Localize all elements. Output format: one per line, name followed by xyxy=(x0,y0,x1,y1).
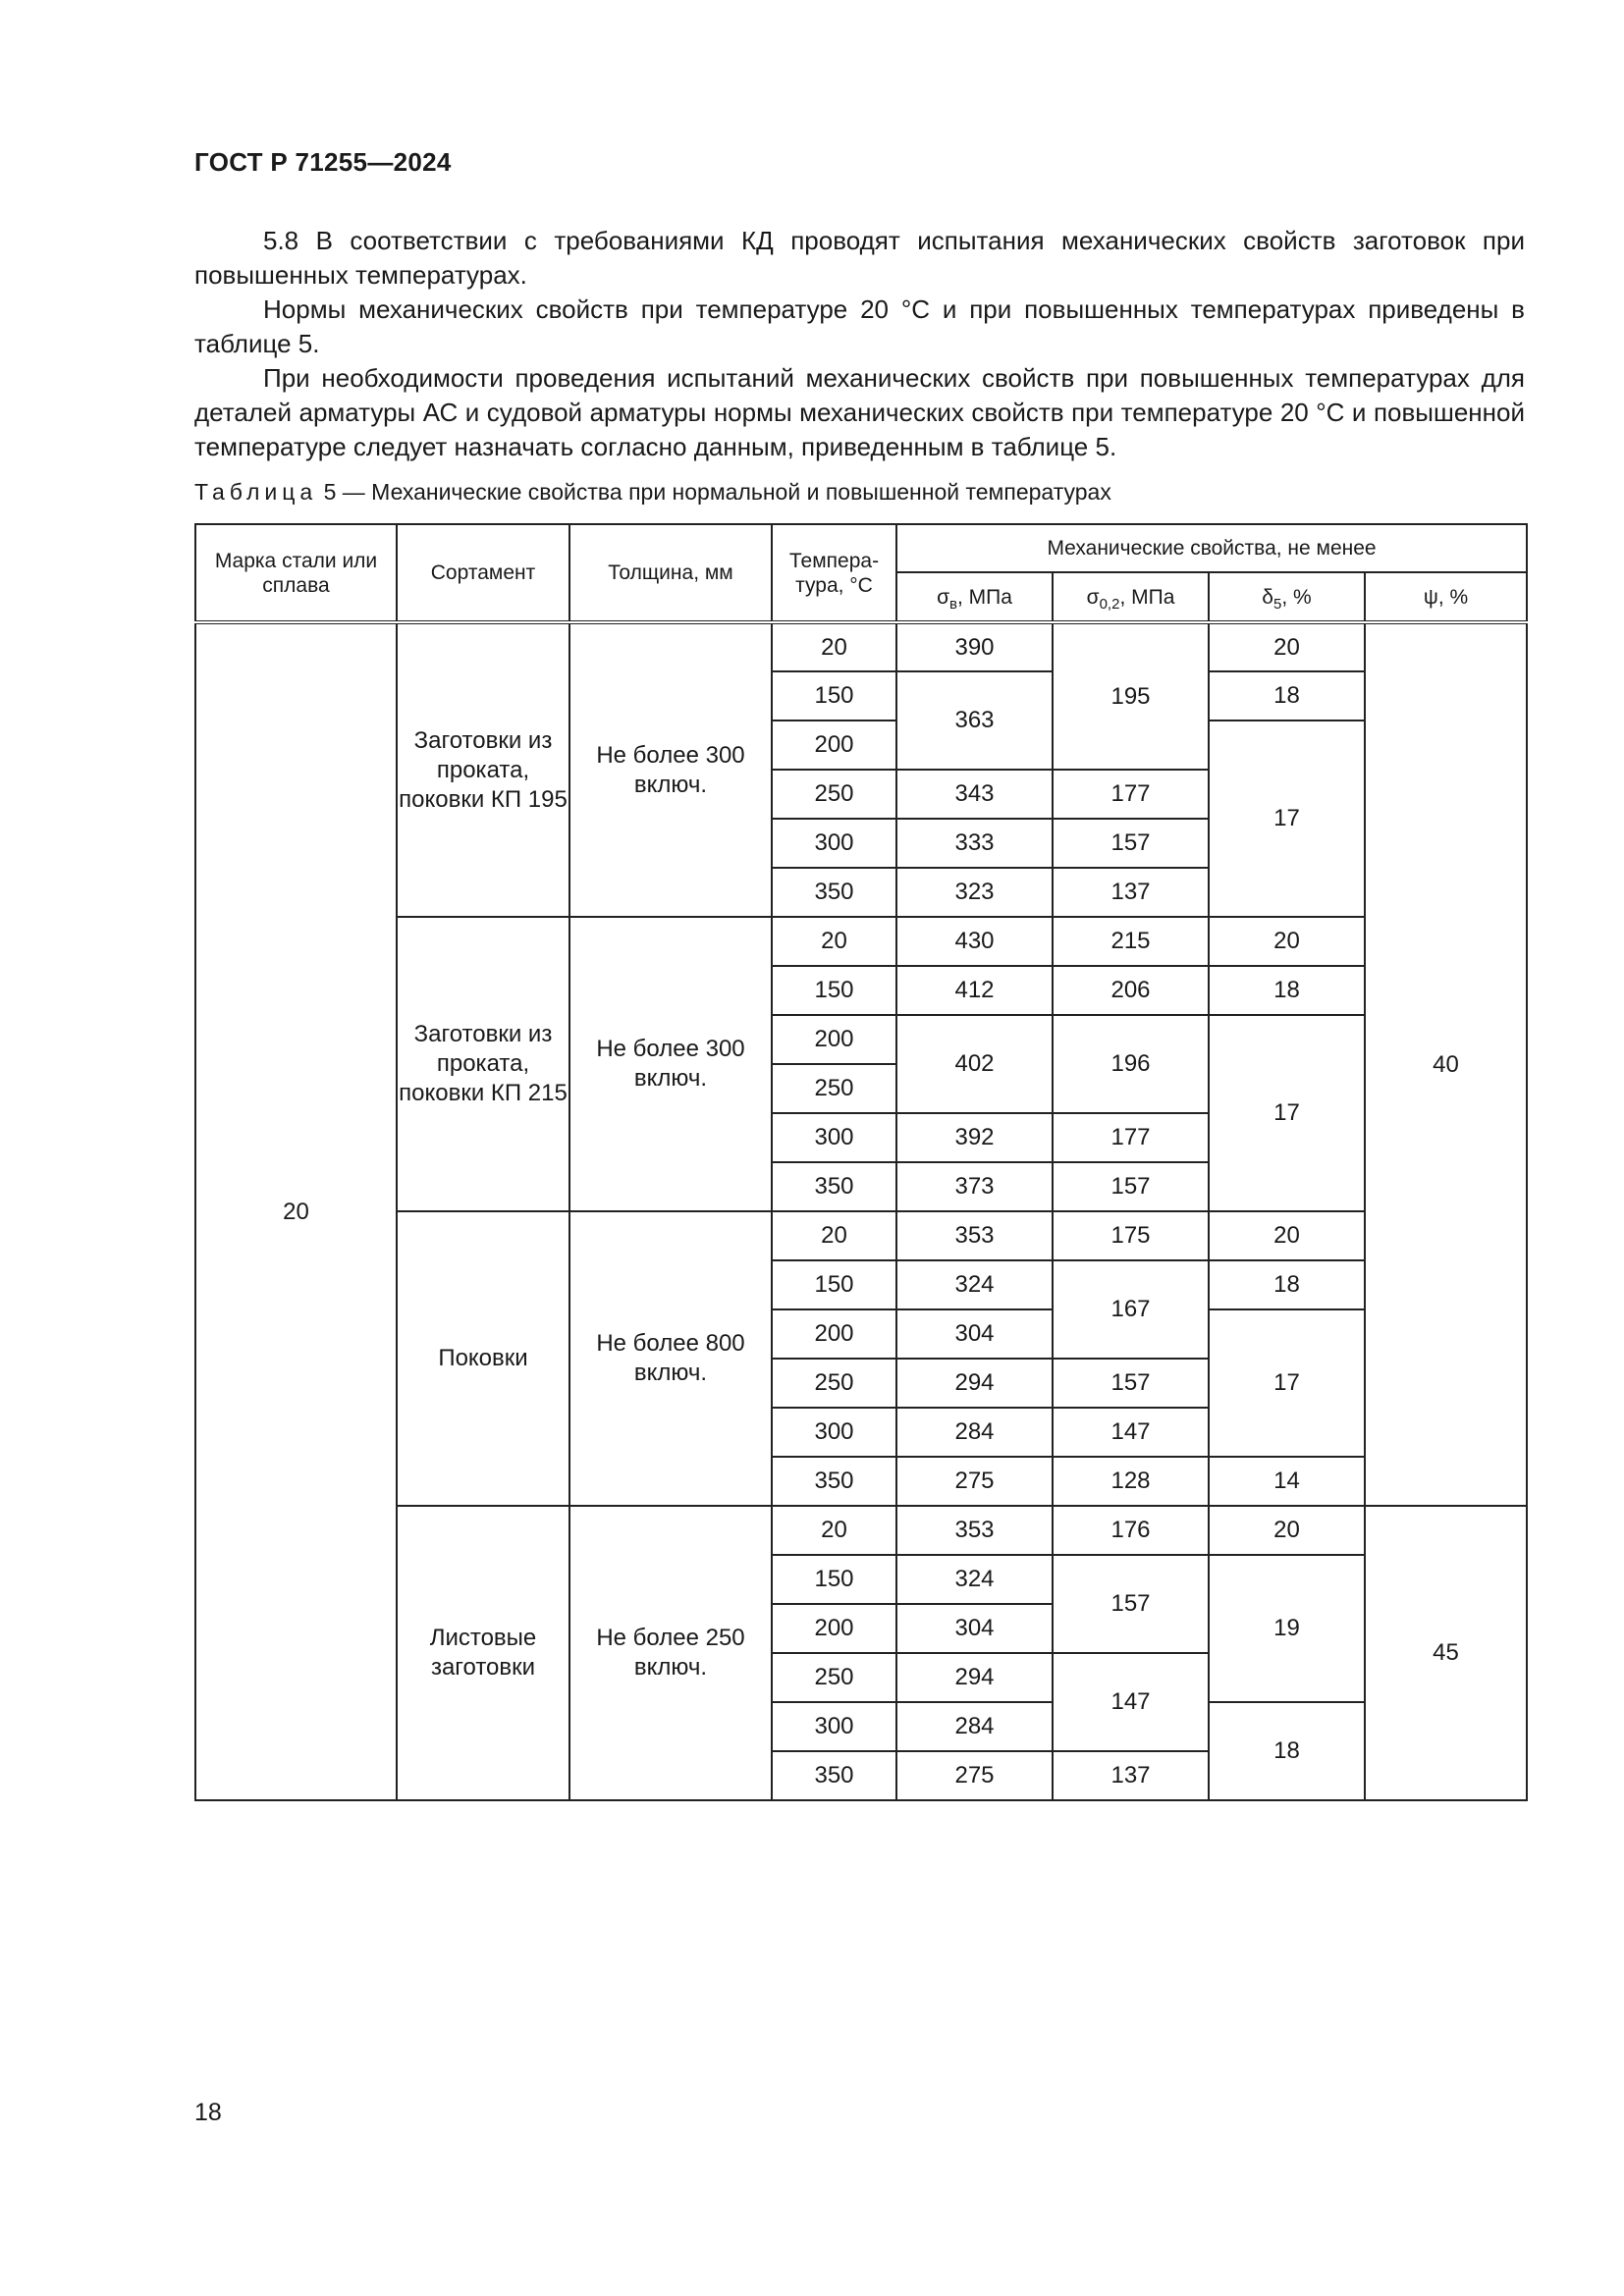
cell-temp: 350 xyxy=(772,1457,896,1506)
cell-sigma-02: 175 xyxy=(1053,1211,1209,1260)
header-temperature: Темпера-тура, °С xyxy=(772,524,896,622)
cell-temp: 300 xyxy=(772,1113,896,1162)
cell-delta5: 18 xyxy=(1209,966,1365,1015)
cell-sigma-b: 323 xyxy=(896,868,1053,917)
cell-sigma-b: 430 xyxy=(896,917,1053,966)
cell-sigma-02: 196 xyxy=(1053,1015,1209,1113)
cell-delta5: 18 xyxy=(1209,1260,1365,1309)
cell-temp: 250 xyxy=(772,770,896,819)
header-delta5-sub: 5 xyxy=(1273,595,1282,613)
cell-sigma-b: 373 xyxy=(896,1162,1053,1211)
cell-sigma-b: 390 xyxy=(896,622,1053,671)
cell-sigma-02: 177 xyxy=(1053,770,1209,819)
cell-sigma-b: 412 xyxy=(896,966,1053,1015)
paragraph-necessity: При необходимости проведения испытаний механических свойств при повышенных температурах для деталей арматуры АС и судовой арматуры нормы механических свойств при температуре 20 °С и повышенной температуре следует назначать согласно данным, приведенным в таблице 5. xyxy=(194,363,1525,461)
header-sigma-02-sub: 0,2 xyxy=(1099,595,1120,613)
cell-thickness: Не более 800 включ. xyxy=(569,1211,772,1506)
cell-sigma-02: 137 xyxy=(1053,868,1209,917)
cell-delta5: 18 xyxy=(1209,1702,1365,1800)
header-sigma-b xyxy=(896,572,1053,622)
cell-sigma-02: 157 xyxy=(1053,1162,1209,1211)
cell-temp: 300 xyxy=(772,1702,896,1751)
table-caption-label: Таблица xyxy=(194,479,318,505)
cell-assortment: Заготовки из проката, поковки КП 215 xyxy=(397,917,569,1211)
cell-temp: 350 xyxy=(772,868,896,917)
cell-temp: 300 xyxy=(772,819,896,868)
cell-delta5: 19 xyxy=(1209,1555,1365,1702)
header-sigma-02-unit: , МПа xyxy=(1119,585,1175,609)
cell-sigma-02: 176 xyxy=(1053,1506,1209,1555)
cell-psi: 40 xyxy=(1365,622,1527,1506)
cell-temp: 200 xyxy=(772,721,896,770)
paragraph-5-8: 5.8 В соответствии с требованиями КД проводят испытания механических свойств заготовок при повышенных температурах. xyxy=(194,226,1525,290)
cell-sigma-b: 284 xyxy=(896,1702,1053,1751)
cell-temp: 250 xyxy=(772,1653,896,1702)
cell-sigma-02: 137 xyxy=(1053,1751,1209,1800)
cell-sigma-b: 402 xyxy=(896,1015,1053,1113)
header-sigma-b-unit: , МПа xyxy=(957,585,1012,609)
cell-temp: 200 xyxy=(772,1604,896,1653)
cell-sigma-b: 392 xyxy=(896,1113,1053,1162)
cell-sigma-b: 294 xyxy=(896,1359,1053,1408)
cell-sigma-b: 294 xyxy=(896,1653,1053,1702)
header-delta5-unit: , % xyxy=(1281,585,1312,609)
cell-temp: 150 xyxy=(772,1555,896,1604)
cell-sigma-b: 363 xyxy=(896,671,1053,770)
cell-temp: 250 xyxy=(772,1359,896,1408)
body-text xyxy=(194,224,1525,464)
cell-sigma-02: 177 xyxy=(1053,1113,1209,1162)
cell-delta5: 18 xyxy=(1209,671,1365,721)
header-thickness: Толщина, мм xyxy=(569,524,772,622)
cell-thickness: Не более 300 включ. xyxy=(569,622,772,917)
cell-thickness: Не более 250 включ. xyxy=(569,1506,772,1800)
cell-grade: 20 xyxy=(195,622,397,1800)
header-delta5-symbol: δ xyxy=(1262,585,1273,609)
cell-sigma-02: 215 xyxy=(1053,917,1209,966)
cell-psi: 45 xyxy=(1365,1506,1527,1800)
cell-temp: 200 xyxy=(772,1015,896,1064)
header-sigma-02-symbol: σ xyxy=(1086,585,1100,609)
cell-sigma-02: 157 xyxy=(1053,1359,1209,1408)
cell-thickness: Не более 300 включ. xyxy=(569,917,772,1211)
cell-temp: 200 xyxy=(772,1309,896,1359)
cell-temp: 350 xyxy=(772,1162,896,1211)
cell-sigma-02: 195 xyxy=(1053,622,1209,770)
cell-assortment: Листовые заготовки xyxy=(397,1506,569,1800)
cell-sigma-02: 147 xyxy=(1053,1653,1209,1751)
cell-assortment: Заготовки из проката, поковки КП 195 xyxy=(397,622,569,917)
cell-sigma-02: 147 xyxy=(1053,1408,1209,1457)
header-grade: Марка стали или сплава xyxy=(195,524,397,622)
cell-delta5: 17 xyxy=(1209,1309,1365,1457)
cell-sigma-b: 304 xyxy=(896,1309,1053,1359)
cell-sigma-02: 157 xyxy=(1053,1555,1209,1653)
cell-temp: 150 xyxy=(772,966,896,1015)
cell-sigma-02: 167 xyxy=(1053,1260,1209,1359)
cell-sigma-b: 343 xyxy=(896,770,1053,819)
page-number: 18 xyxy=(194,2099,222,2126)
cell-temp: 300 xyxy=(772,1408,896,1457)
paragraph-norms: Нормы механических свойств при температуре 20 °С и при повышенных температурах приведены в таблице 5. xyxy=(194,294,1525,358)
cell-sigma-b: 353 xyxy=(896,1506,1053,1555)
cell-temp: 20 xyxy=(772,622,896,671)
cell-delta5: 20 xyxy=(1209,1211,1365,1260)
cell-sigma-02: 206 xyxy=(1053,966,1209,1015)
table-row xyxy=(195,622,1527,671)
cell-temp: 250 xyxy=(772,1064,896,1113)
cell-delta5: 17 xyxy=(1209,1015,1365,1211)
cell-assortment: Поковки xyxy=(397,1211,569,1506)
cell-sigma-b: 284 xyxy=(896,1408,1053,1457)
cell-sigma-b: 275 xyxy=(896,1457,1053,1506)
mechanical-properties-table xyxy=(194,523,1528,1801)
cell-delta5: 20 xyxy=(1209,917,1365,966)
cell-temp: 350 xyxy=(772,1751,896,1800)
cell-sigma-b: 324 xyxy=(896,1260,1053,1309)
cell-temp: 20 xyxy=(772,1506,896,1555)
cell-temp: 20 xyxy=(772,917,896,966)
document-header: ГОСТ Р 71255—2024 xyxy=(194,147,452,177)
cell-sigma-b: 304 xyxy=(896,1604,1053,1653)
header-psi: ψ, % xyxy=(1365,572,1527,622)
cell-sigma-02: 128 xyxy=(1053,1457,1209,1506)
cell-sigma-b: 353 xyxy=(896,1211,1053,1260)
table-caption-text: 5 — Механические свойства при нормальной и повышенной температурах xyxy=(317,479,1111,505)
cell-delta5: 17 xyxy=(1209,721,1365,917)
cell-sigma-b: 333 xyxy=(896,819,1053,868)
cell-temp: 20 xyxy=(772,1211,896,1260)
header-assortment: Сортамент xyxy=(397,524,569,622)
cell-delta5: 20 xyxy=(1209,622,1365,671)
header-mech-properties: Механические свойства, не менее xyxy=(896,524,1527,572)
cell-sigma-b: 275 xyxy=(896,1751,1053,1800)
header-sigma-02 xyxy=(1053,572,1209,622)
cell-temp: 150 xyxy=(772,671,896,721)
cell-delta5: 20 xyxy=(1209,1506,1365,1555)
cell-temp: 150 xyxy=(772,1260,896,1309)
cell-sigma-b: 324 xyxy=(896,1555,1053,1604)
header-sigma-b-sub: в xyxy=(949,595,957,613)
cell-delta5: 14 xyxy=(1209,1457,1365,1506)
cell-sigma-02: 157 xyxy=(1053,819,1209,868)
table-caption xyxy=(194,479,1111,506)
header-sigma-b-symbol: σ xyxy=(937,585,950,609)
header-delta5 xyxy=(1209,572,1365,622)
